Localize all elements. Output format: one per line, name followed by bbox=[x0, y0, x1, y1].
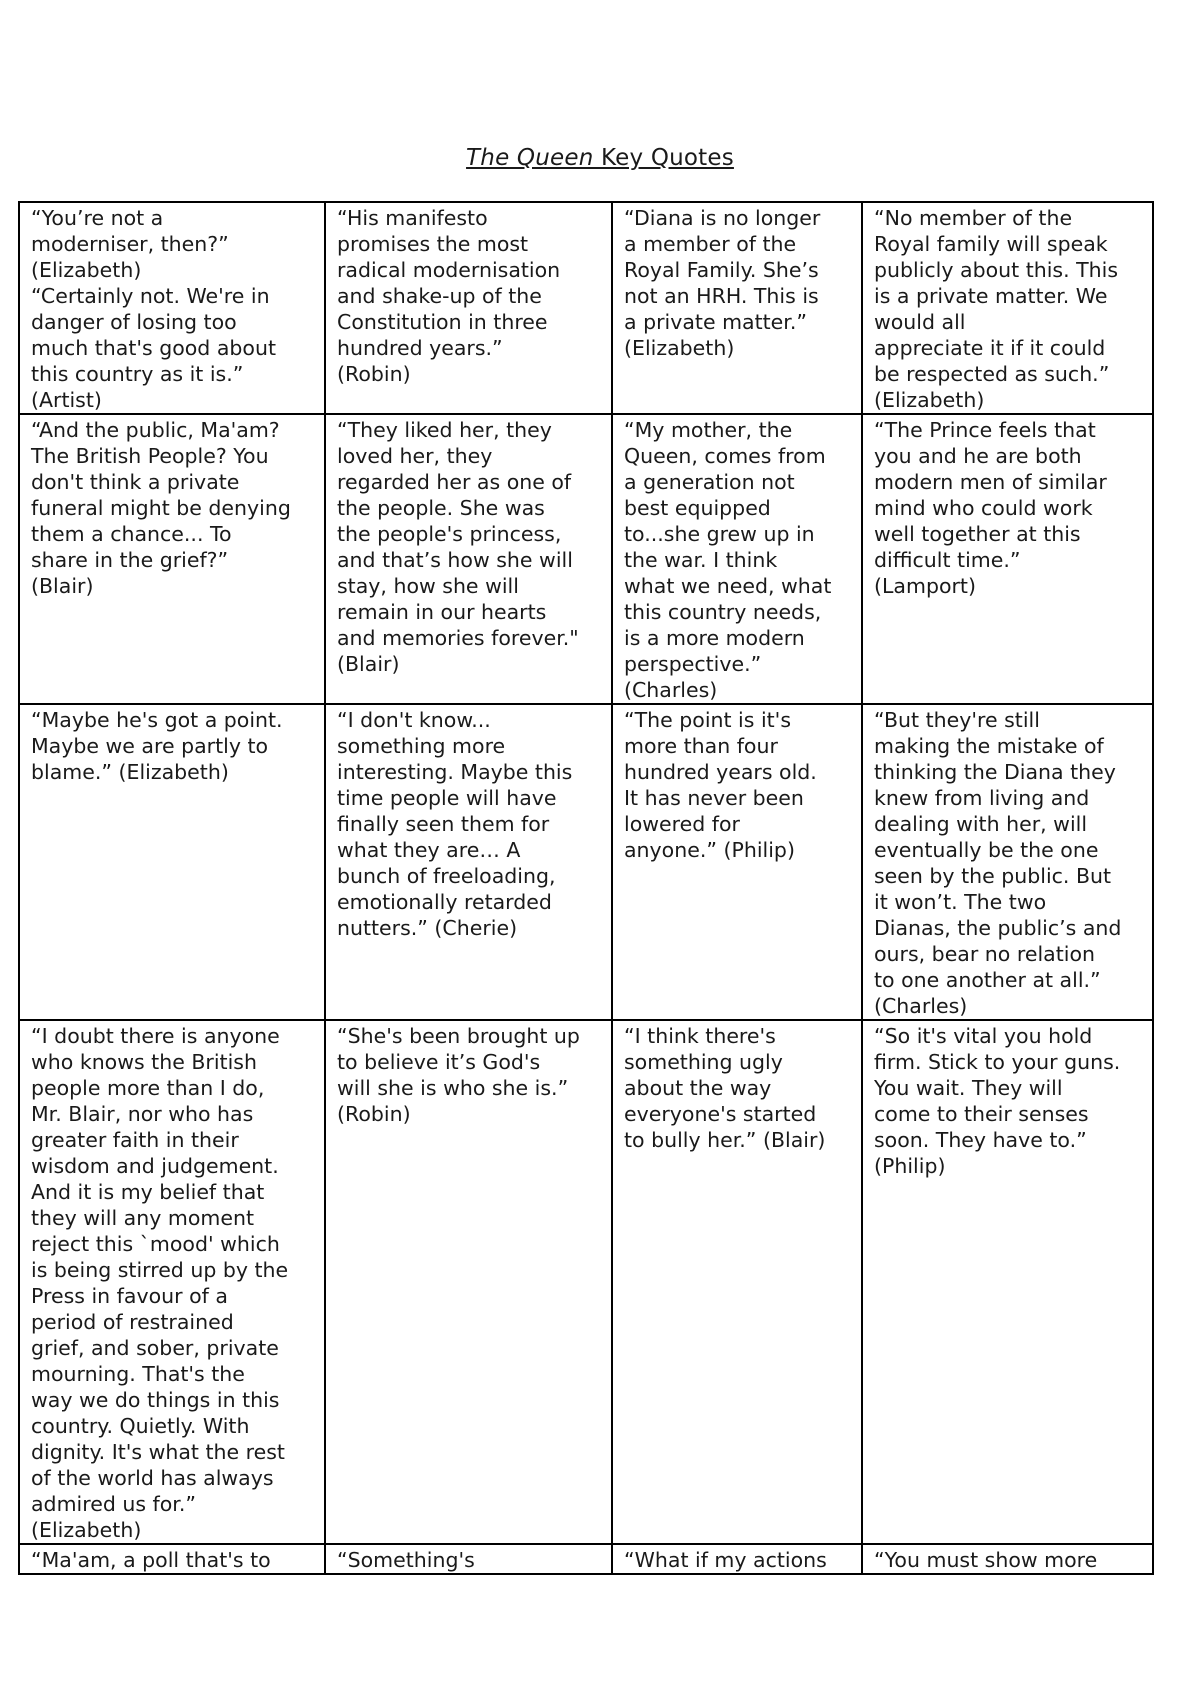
table-row bbox=[19, 1544, 1153, 1574]
quote-cell: “Something's bbox=[325, 1544, 612, 1574]
quote-cell: “But they're still making the mistake of thinking the Diana they knew from living and dealing with her, will eventually be the one seen by the public. But it won’t. The two Dianas, the public’s and ours, bear no relation to one another at all.” (Charles) bbox=[862, 704, 1153, 1020]
title-film-name: The Queen bbox=[466, 145, 594, 171]
quote-cell: “And the public, Ma'am? The British People? You don't think a private funeral might be denying them a chance... To share in the grief?” (Blair) bbox=[19, 414, 325, 704]
quote-cell: “The point is it's more than four hundred years old. It has never been lowered for anyone.” (Philip) bbox=[612, 704, 862, 1020]
quote-cell: “So it's vital you hold firm. Stick to your guns. You wait. They will come to their senses soon. They have to.” (Philip) bbox=[862, 1020, 1153, 1544]
table-row bbox=[19, 704, 1153, 1020]
quote-cell: “My mother, the Queen, comes from a generation not best equipped to...she grew up in the war. I think what we need, what this country needs, is a more modern perspective.” (Charles) bbox=[612, 414, 862, 704]
table-row bbox=[19, 414, 1153, 704]
table-row bbox=[19, 1020, 1153, 1544]
title-suffix: Key Quotes bbox=[593, 145, 734, 171]
quote-cell: “Diana is no longer a member of the Royal Family. She’s not an HRH. This is a private matter.” (Elizabeth) bbox=[612, 202, 862, 414]
page-title bbox=[0, 145, 1200, 171]
quote-cell: “You’re not a moderniser, then?” (Elizabeth) “Certainly not. We're in danger of losing too much that's good about this country as it is.” (Artist) bbox=[19, 202, 325, 414]
quote-cell: “Ma'am, a poll that's to bbox=[19, 1544, 325, 1574]
table-row bbox=[19, 202, 1153, 414]
quote-cell: “You must show more bbox=[862, 1544, 1153, 1574]
quote-cell: “I doubt there is anyone who knows the British people more than I do, Mr. Blair, nor who has greater faith in their wisdom and judgement. And it is my belief that they will any moment reject this `mood' which is being stirred up by the Press in favour of a period of restrained grief, and sober, private mourning. That's the way we do things in this country. Quietly. With dignity. It's what the rest of the world has always admired us for.” (Elizabeth) bbox=[19, 1020, 325, 1544]
quote-cell: “They liked her, they loved her, they regarded her as one of the people. She was the people's princess, and that’s how she will stay, how she will remain in our hearts and memories forever." (Blair) bbox=[325, 414, 612, 704]
quote-cell: “The Prince feels that you and he are both modern men of similar mind who could work well together at this difficult time.” (Lamport) bbox=[862, 414, 1153, 704]
quote-cell: “I think there's something ugly about the way everyone's started to bully her.” (Blair) bbox=[612, 1020, 862, 1544]
quotes-table bbox=[18, 201, 1154, 1575]
quote-cell: “What if my actions bbox=[612, 1544, 862, 1574]
quote-cell: “His manifesto promises the most radical modernisation and shake-up of the Constitution in three hundred years.” (Robin) bbox=[325, 202, 612, 414]
quote-cell: “No member of the Royal family will speak publicly about this. This is a private matter. We would all appreciate it if it could be respected as such.” (Elizabeth) bbox=[862, 202, 1153, 414]
quote-cell: “I don't know... something more interesting. Maybe this time people will have finally seen them for what they are… A bunch of freeloading, emotionally retarded nutters.” (Cherie) bbox=[325, 704, 612, 1020]
quote-cell: “Maybe he's got a point. Maybe we are partly to blame.” (Elizabeth) bbox=[19, 704, 325, 1020]
quote-cell: “She's been brought up to believe it’s God's will she is who she is.” (Robin) bbox=[325, 1020, 612, 1544]
